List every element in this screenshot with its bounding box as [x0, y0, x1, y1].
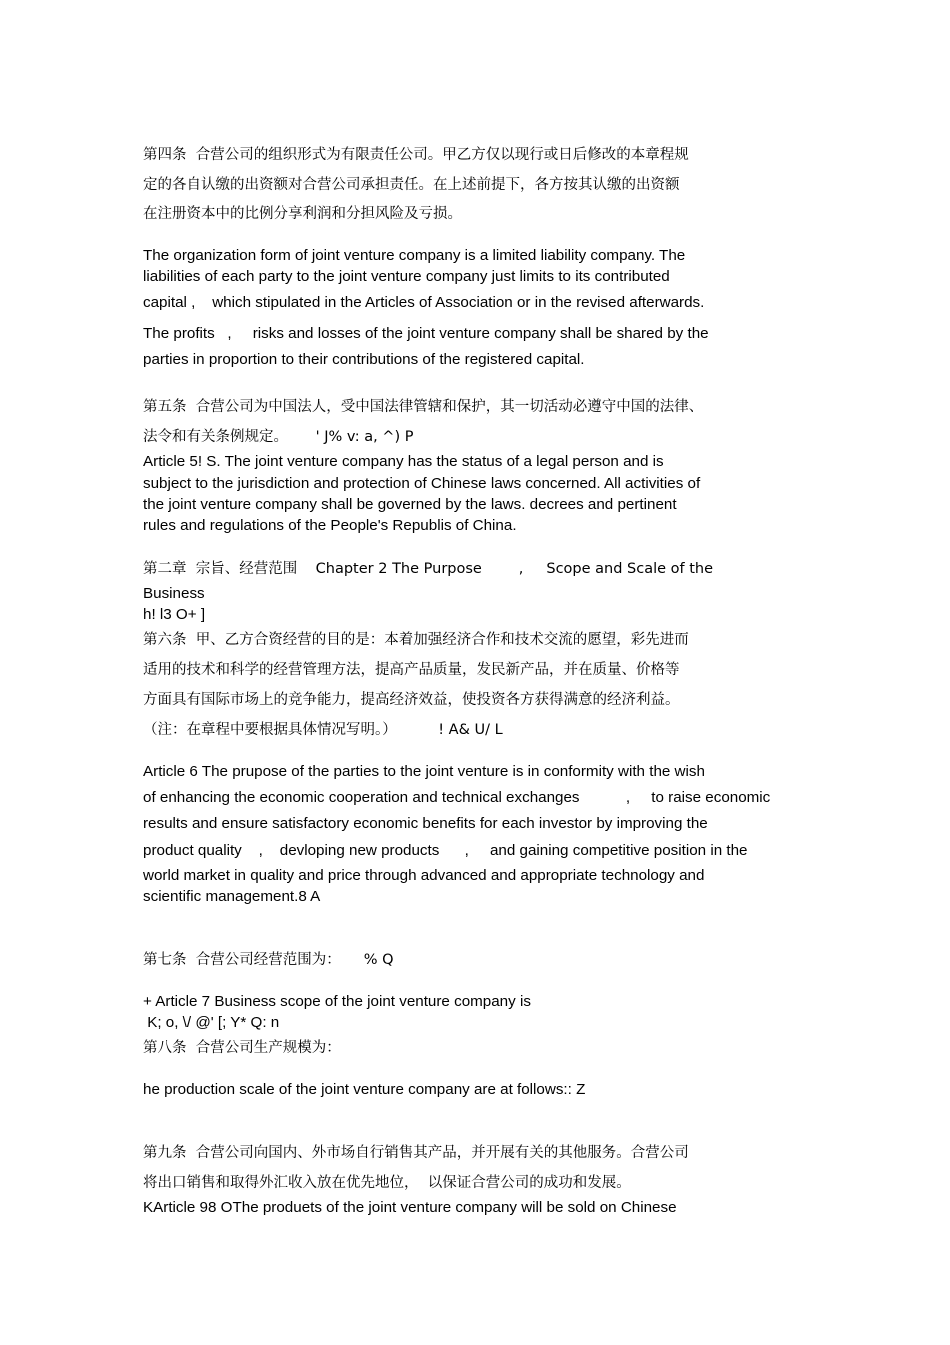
chapter2-heading-cont: Business — [143, 585, 205, 602]
art6-zh-line: 方面具有国际市场上的竞争能力，提高经济效益，使投资各方获得满意的经济利益。 — [143, 692, 680, 708]
art6-en-line: world market in quality and price through advanced and appropriate technology and — [143, 867, 705, 884]
chapter2-noise: h! l3 O+ ] — [143, 606, 206, 623]
art9-zh-line: 第九条 合营公司向国内、外市场自行销售其产品，并开展有关的其他服务。合营公司 — [143, 1145, 689, 1161]
art4-zh-line: 定的各自认缴的出资额对合营公司承担责任。在上述前提下，各方按其认缴的出资额 — [143, 177, 680, 193]
art5-en-line: rules and regulations of the People's Republis of China. — [143, 517, 517, 534]
art5-zh-line: 法令和有关条例规定。 ' J% v: a, ^) P — [143, 429, 414, 445]
art5-en-line: the joint venture company shall be governed by the laws. decrees and pertinent — [143, 496, 677, 513]
art6-zh-line: （注：在章程中要根据具体情况写明。） ! A& U/ L — [143, 722, 503, 738]
art6-en-line: of enhancing the economic cooperation and technical exchanges , to raise economic — [143, 789, 771, 806]
art9-en-line: KArticle 98 OThe produets of the joint venture company will be sold on Chinese — [143, 1199, 677, 1216]
art4-en-line: The organization form of joint venture company is a limited liability company. The — [143, 247, 686, 264]
art6-zh-line: 适用的技术和科学的经营管理方法，提高产品质量，发民新产品，并在质量、价格等 — [143, 662, 680, 678]
art5-zh-line: 第五条 合营公司为中国法人，受中国法律管辖和保护，其一切活动必遵守中国的法律、 — [143, 399, 704, 415]
art7-zh-line: 第七条 合营公司经营范围为： % Q — [143, 952, 394, 968]
art7-en-line: + Article 7 Business scope of the joint venture company is — [143, 993, 531, 1010]
art6-en-line: Article 6 The prupose of the parties to the joint venture is in conformity with the wish — [143, 763, 705, 780]
art4-zh-line: 在注册资本中的比例分享利润和分担风险及亏损。 — [143, 206, 462, 222]
art5-en-line: subject to the jurisdiction and protection of Chinese laws concerned. All activities of — [143, 475, 701, 492]
art6-zh-line: 第六条 甲、乙方合资经营的目的是：本着加强经济合作和技术交流的愿望，彩先进而 — [143, 632, 689, 648]
art4-en-line: The profits , risks and losses of the joint venture company shall be shared by the — [143, 325, 709, 342]
art4-en-line: parties in proportion to their contributions of the registered capital. — [143, 351, 585, 368]
art4-en-line: capital , which stipulated in the Articles of Association or in the revised afterwards. — [143, 294, 705, 311]
art6-en-line: scientific management.8 A — [143, 888, 321, 905]
art6-en-line: product quality , devloping new products , and gaining competitive position in the — [143, 842, 748, 859]
art4-en-line: liabilities of each party to the joint venture company just limits to its contributed — [143, 268, 670, 285]
art6-en-line: results and ensure satisfactory economic benefits for each investor by improving the — [143, 815, 708, 832]
art8-zh-line: 第八条 合营公司生产规模为： — [143, 1040, 341, 1056]
art4-zh-line: 第四条 合营公司的组织形式为有限责任公司。甲乙方仅以现行或日后修改的本章程规 — [143, 147, 689, 163]
chapter2-heading: 第二章 宗旨、经营范围 Chapter 2 The Purpose , Scope and Scale of the — [143, 561, 714, 577]
art9-zh-line: 将出口销售和取得外汇收入放在优先地位， 以保证合营公司的成功和发展。 — [143, 1175, 631, 1191]
art5-en-line: Article 5! S. The joint venture company has the status of a legal person and is — [143, 453, 664, 470]
art8-en-line: he production scale of the joint venture company are at follows:: Z — [143, 1081, 586, 1098]
art7-noise: K; o, \/ @' [; Y* Q: n — [143, 1014, 280, 1031]
